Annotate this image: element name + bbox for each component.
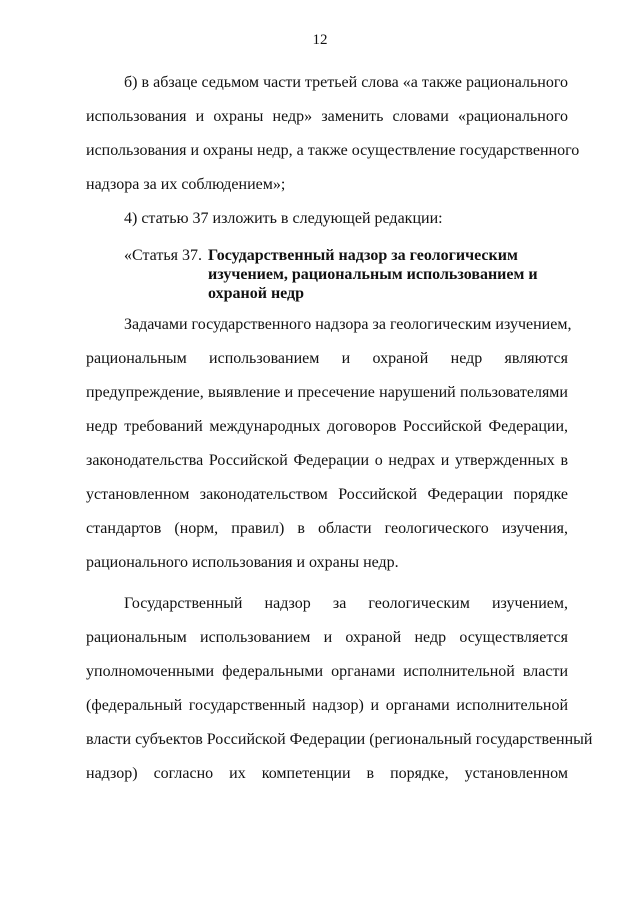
article-title [208, 246, 568, 303]
text-line: рационального использования и охраны недр. [86, 554, 399, 571]
text-line: уполномоченными федеральными органами исполнительной власти [86, 663, 568, 680]
text-line: недр требований международных договоров Российской Федерации, [86, 418, 568, 435]
text-line: рациональным использованием и охраной недр являются [86, 350, 568, 367]
text-line: (федеральный государственный надзор) и органами исполнительной [86, 697, 568, 714]
text-line: Государственный надзор за геологическим изучением, [124, 595, 568, 612]
text-line: использования и охраны недр, а также осуществление государственного [86, 142, 580, 159]
text-line: 4) статью 37 изложить в следующей редакции: [124, 210, 443, 227]
article-title-line: изучением, рациональным использованием и [208, 266, 538, 283]
text-line: надзора за их соблюдением»; [86, 176, 286, 193]
text-line: стандартов (норм, правил) в области геологического изучения, [86, 520, 568, 537]
article-title-line: охраной недр [208, 285, 305, 302]
text-line: надзор) согласно их компетенции в порядке, установленном [86, 765, 568, 782]
text-line: Задачами государственного надзора за геологическим изучением, [124, 316, 572, 333]
text-line: власти субъектов Российской Федерации (региональный государственный [86, 731, 593, 748]
page-number: 12 [312, 32, 328, 48]
paragraph-tasks [86, 308, 572, 580]
paragraph-supervision [86, 587, 593, 791]
text-line: установленном законодательством Российской Федерации порядке [86, 486, 568, 503]
text-line: предупреждение, выявление и пресечение нарушений пользователями [86, 384, 568, 401]
paragraph-b [86, 66, 580, 202]
text-line: законодательства Российской Федерации о недрах и утвержденных в [86, 452, 568, 469]
item-4 [86, 202, 568, 236]
text-line: использования и охраны недр» заменить словами «рационального [86, 108, 568, 125]
text-line: рациональным использованием и охраной недр осуществляется [86, 629, 568, 646]
article-title-line: Государственный надзор за геологическим [208, 247, 518, 264]
article-number: «Статья 37. [124, 247, 202, 264]
text-line: б) в абзаце седьмом части третьей слова «а также рационального [124, 74, 568, 91]
